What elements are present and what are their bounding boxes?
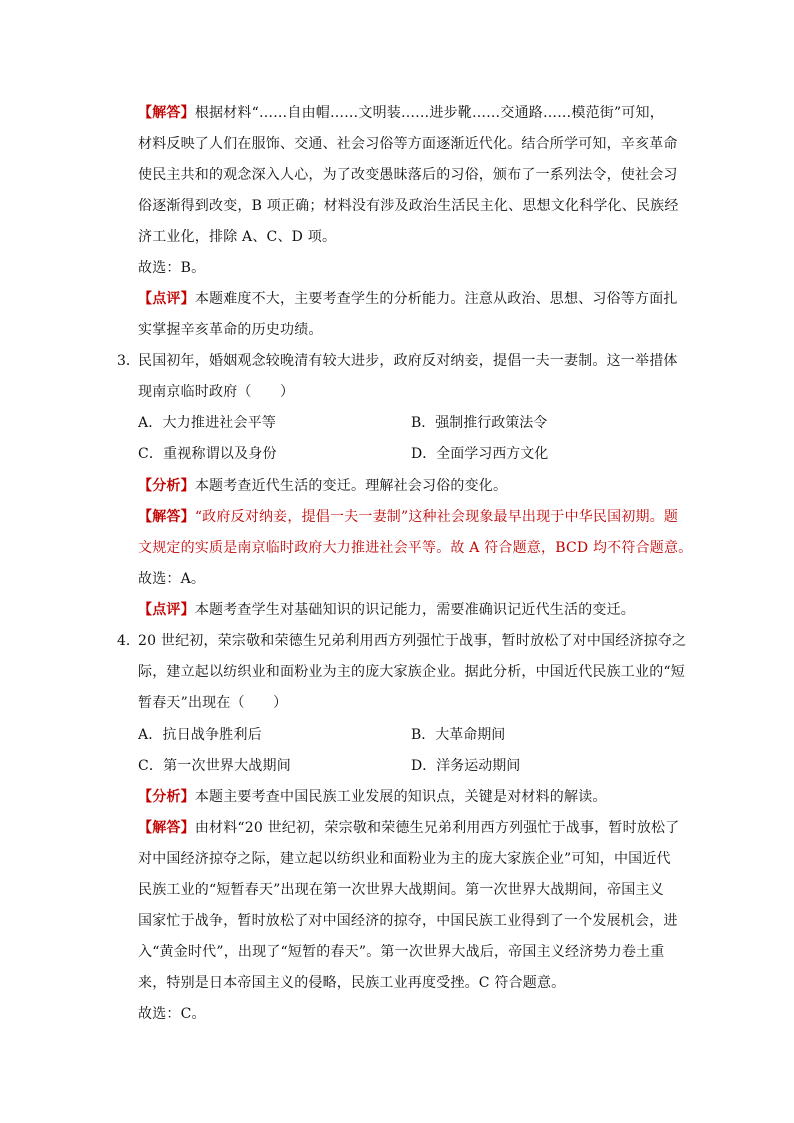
q3-answer-line-1: 【解答】“政府反对纳妾，提倡一夫一妻制”这种社会现象最早出现于中华民国初期。题 [138,509,679,525]
q2-answer-line-5: 济工业化，排除 A、C、D 项。 [138,229,337,245]
answer-tag: 【解答】 [138,820,195,836]
q3-answer-line-2: 文规定的实质是南京临时政府大力推进社会平等。故 A 符合题意，BCD 均不符合题意。 [138,540,693,556]
answer-tag: 【解答】 [138,105,195,121]
q4-stem-line-3: 暂春天”出现在（ ） [138,695,288,711]
comment-tag: 【点评】 [138,602,195,618]
q2-answer-line-1: 【解答】根据材料“……自由帽……文明装……进步靴……交通路……模范街”可知， [138,105,664,121]
q2-answer-line-3: 使民主共和的观念深入人心，为了改变愚昧落后的习俗，颁布了一系列法令，使社会习 [138,167,678,183]
q4-option-d: D．洋务运动期间 [411,758,521,774]
q3-stem-line-2: 现南京临时政府（ ） [138,384,295,400]
q2-comment-line-2: 实掌握辛亥革命的历史功绩。 [138,322,323,338]
q4-option-a: A．抗日战争胜利后 [138,727,262,743]
q4-option-c: C．第一次世界大战期间 [138,758,291,774]
q2-choice: 故选：B。 [138,260,206,276]
q3-stem-line-1: 民国初年，婚姻观念较晚清有较大进步，政府反对纳妾，提倡一夫一妻制。这一举措体 [138,353,678,369]
q4-option-b: B．大革命期间 [411,727,506,743]
q3-option-a: A．大力推进社会平等 [138,415,277,431]
q2-comment-line-1: 【点评】本题难度不大，主要考查学生的分析能力。注意从政治、思想、习俗等方面扎 [138,291,678,307]
q3-analysis: 【分析】本题考查近代生活的变迁。理解社会习俗的变化。 [138,478,508,494]
analysis-tag: 【分析】 [138,478,195,494]
q2-answer-line-4: 俗逐渐得到改变，B 项正确；材料没有涉及政治生活民主化、思想文化科学化、民族经 [138,198,679,214]
q4-choice: 故选：C。 [138,1006,206,1022]
q4-stem-line-2: 际，建立起以纺织业和面粉业为主的庞大家族企业。据此分析，中国近代民族工业的“短 [138,664,685,680]
q3-option-b: B．强制推行政策法令 [411,415,548,431]
q3-option-d: D．全面学习西方文化 [411,446,549,462]
q3-number: 3． [117,353,140,369]
q4-answer-line-3: 民族工业的“短暂春天”出现在第一次世界大战期间。第一次世界大战期间，帝国主义 [138,882,664,898]
q4-answer-line-4: 国家忙于战争，暂时放松了对中国经济的掠夺，中国民族工业得到了一个发展机会，进 [138,913,678,929]
q2-answer-line-2: 材料反映了人们在服饰、交通、社会习俗等方面逐渐近代化。结合所学可知，辛亥革命 [138,136,678,152]
q4-answer-line-5: 入“黄金时代”，出现了“短暂的春天”。第一次世界大战后，帝国主义经济势力卷土重 [138,944,665,960]
analysis-tag: 【分析】 [138,789,195,805]
q4-answer-line-6: 来，特别是日本帝国主义的侵略，民族工业再度受挫。C 符合题意。 [138,975,566,991]
q4-analysis: 【分析】本题主要考查中国民族工业发展的知识点，关键是对材料的解读。 [138,789,607,805]
comment-tag: 【点评】 [138,291,195,307]
q4-answer-line-2: 对中国经济掠夺之际，建立起以纺织业和面粉业为主的庞大家族企业”可知，中国近代 [138,851,671,867]
q3-choice: 故选：A。 [138,571,206,587]
q4-stem-line-1: 20 世纪初，荣宗敬和荣德生兄弟利用西方列强忙于战事，暂时放松了对中国经济掠夺之 [138,633,687,649]
answer-tag: 【解答】 [138,509,195,525]
q4-answer-line-1: 【解答】由材料“20 世纪初，荣宗敬和荣德生兄弟利用西方列强忙于战事，暂时放松了 [138,820,680,836]
q3-comment: 【点评】本题考查学生对基础知识的识记能力，需要准确识记近代生活的变迁。 [138,602,636,618]
answer-quote: “政府反对纳妾，提倡一夫一妻制” [194,509,409,525]
q4-number: 4． [117,633,140,649]
q3-option-c: C．重视称谓以及身份 [138,446,277,462]
